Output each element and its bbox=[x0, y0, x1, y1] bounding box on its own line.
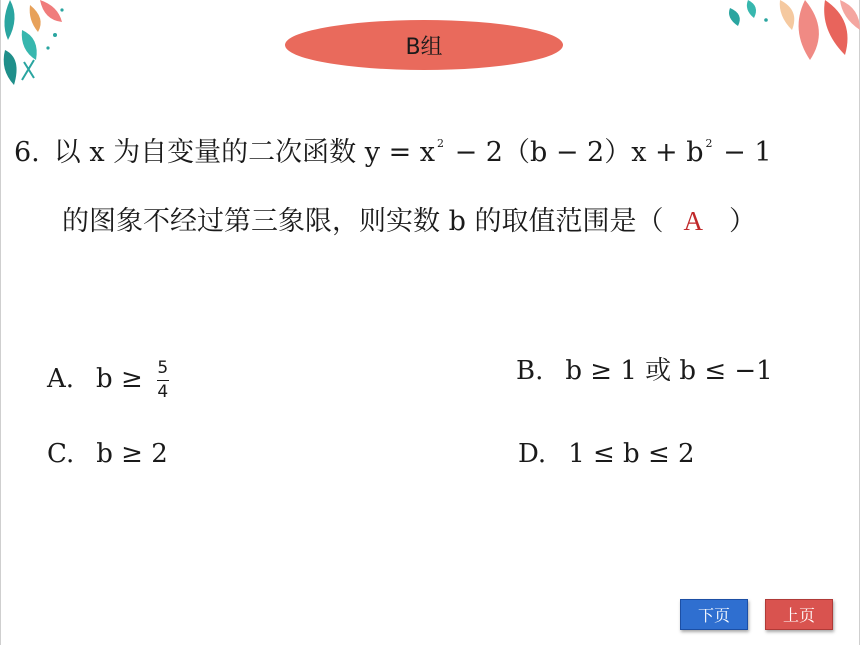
option-d-label: D. bbox=[518, 439, 547, 469]
exponent-2: 2 bbox=[705, 137, 713, 150]
floral-decoration-top-right bbox=[720, 0, 860, 75]
option-c-label: C. bbox=[47, 439, 75, 469]
question-line-2 bbox=[62, 208, 756, 235]
option-b bbox=[516, 358, 773, 384]
floral-decoration-top-left bbox=[0, 0, 90, 95]
fraction-numerator: 5 bbox=[157, 358, 169, 378]
question-close-paren: ） bbox=[728, 206, 756, 237]
option-c-text: b ≥ 2 bbox=[96, 439, 168, 469]
option-d bbox=[518, 441, 695, 467]
question-line-1 bbox=[14, 138, 772, 166]
question-text-part3: − 1 bbox=[714, 137, 772, 168]
group-title: B组 bbox=[405, 34, 443, 60]
question-text-part2: − 2（b − 2）x + b bbox=[446, 137, 704, 168]
option-a-text: b ≥ bbox=[96, 363, 143, 394]
option-b-label: B. bbox=[516, 356, 544, 386]
left-border bbox=[0, 0, 1, 645]
option-b-text: b ≥ 1 或 b ≤ −1 bbox=[565, 356, 773, 386]
option-a-fraction bbox=[157, 360, 169, 401]
answer-text: A bbox=[683, 206, 703, 236]
question-number: 6. bbox=[14, 137, 40, 168]
previous-page-button[interactable]: 上页 bbox=[765, 599, 833, 630]
next-page-button[interactable]: 下页 bbox=[680, 599, 748, 630]
exponent-1: 2 bbox=[437, 137, 445, 150]
option-c bbox=[47, 441, 168, 467]
group-title-banner bbox=[285, 20, 563, 70]
option-a-label: A. bbox=[47, 363, 75, 394]
option-d-text: 1 ≤ b ≤ 2 bbox=[568, 439, 695, 469]
fraction-denominator: 4 bbox=[157, 382, 169, 402]
option-a bbox=[47, 358, 169, 402]
question-text-part4: 的图象不经过第三象限，则实数 b 的取值范围是（ bbox=[62, 206, 664, 237]
question-text-part1: 以 x 为自变量的二次函数 y = x bbox=[53, 137, 436, 168]
fraction-bar bbox=[157, 380, 169, 381]
